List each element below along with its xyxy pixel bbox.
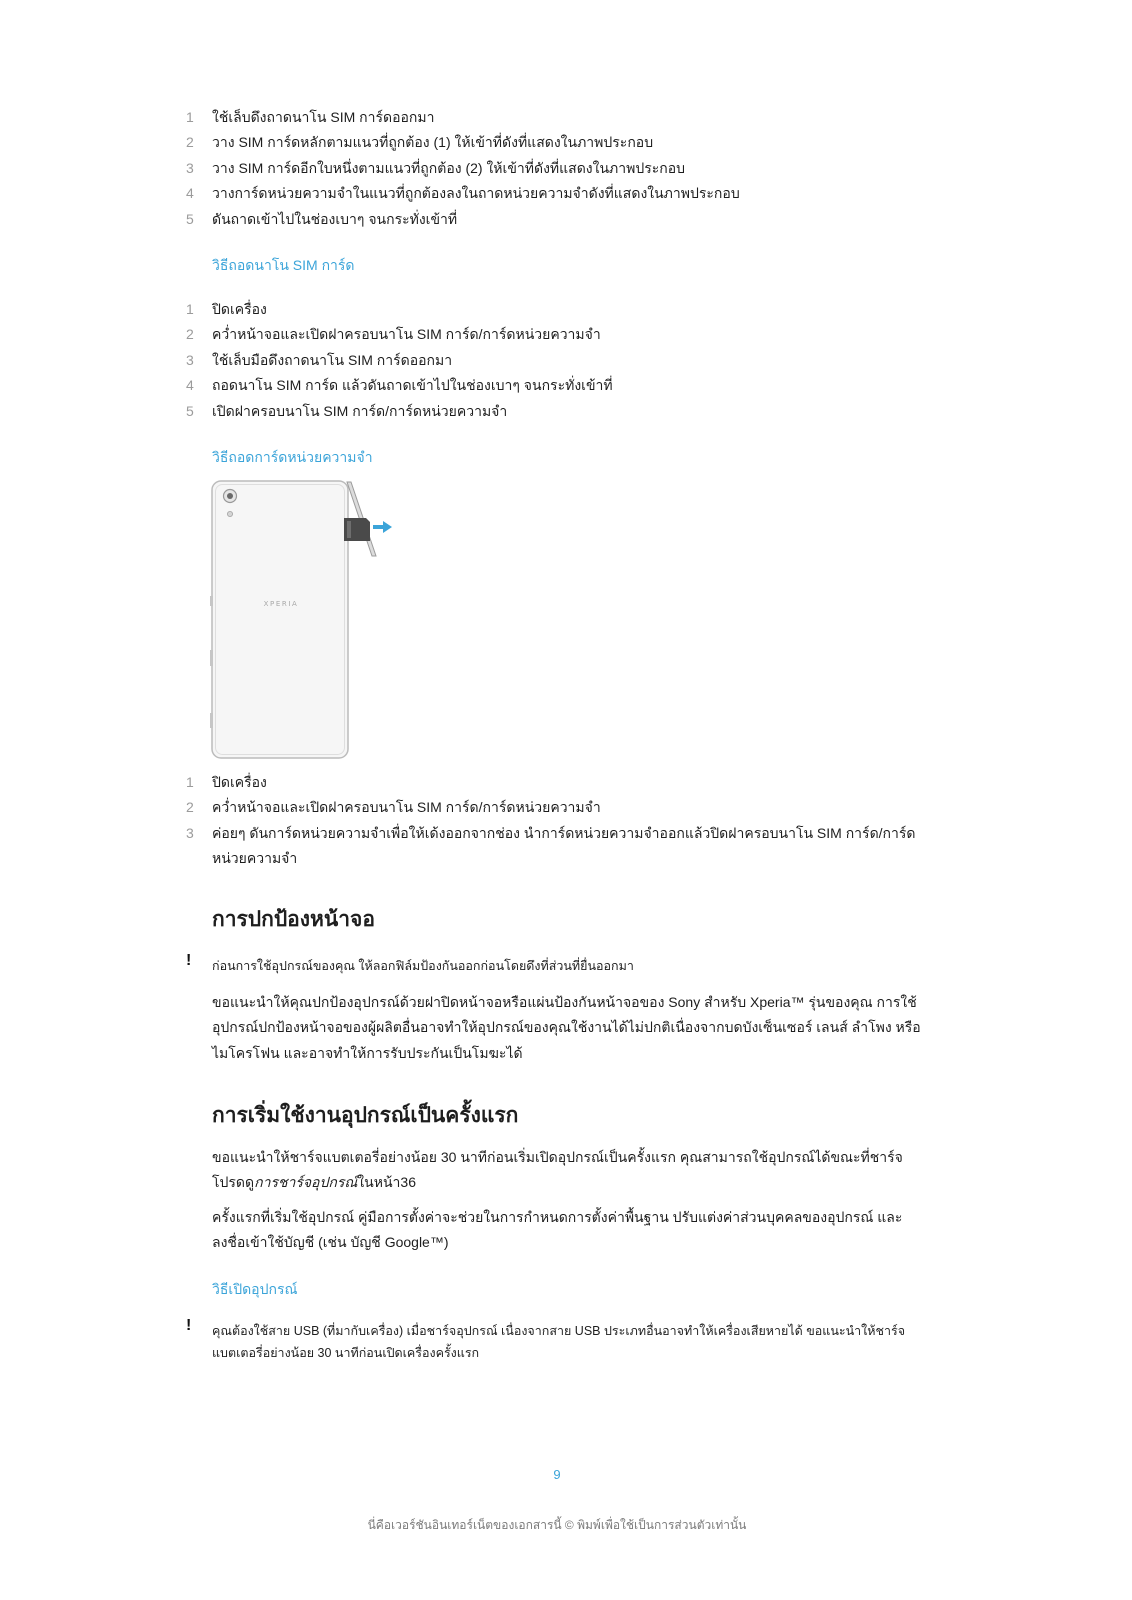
step-text: คว่ำหน้าจอและเปิดฝาครอบนาโน SIM การ์ด/การ์ดหน่วยความจำ xyxy=(212,799,601,816)
step-text: วางการ์ดหน่วยความจำในแนวที่ถูกต้องลงในถาดหน่วยความจำดังที่แสดงในภาพประกอบ xyxy=(212,185,740,202)
exclamation-icon xyxy=(184,953,212,969)
phone-body xyxy=(212,481,348,758)
step-text: ปิดเครื่อง xyxy=(212,774,267,790)
step-item xyxy=(184,795,928,820)
step-text: ถอดนาโน SIM การ์ด แล้วดันถาดเข้าไปในช่องเบาๆ จนกระทั่งเข้าที่ xyxy=(212,377,613,394)
phone-brand-label: XPERIA xyxy=(263,600,299,608)
step-item xyxy=(184,207,928,232)
paragraph-text: ขอแนะนำให้ชาร์จแบตเตอรี่อย่างน้อย 30 นาทีก่อนเริ่มเปิดอุปกรณ์เป็นครั้งแรก คุณสามารถใช้อุปกรณ์ได้ขณะที่ชาร์จ โปรดดู xyxy=(212,1149,903,1191)
page-number: 9 xyxy=(553,1467,561,1482)
side-button xyxy=(210,650,213,666)
section-title-screen-protection: การปกป้องหน้าจอ xyxy=(212,908,375,931)
step-text: ปิดเครื่อง xyxy=(212,301,267,317)
page-footer: นี่คือเวอร์ชันอินเทอร์เน็ตของเอกสารนี้ © พิมพ์เพื่อใช้เป็นการส่วนตัวเท่านั้น xyxy=(367,1518,747,1532)
step-item xyxy=(184,105,928,130)
camera-lens-center xyxy=(227,493,233,499)
step-item xyxy=(184,399,928,424)
memory-card xyxy=(344,518,370,541)
procedure-heading-remove-memory-card: วิธีถอดการ์ดหน่วยความจำ xyxy=(212,449,373,465)
step-item xyxy=(184,297,928,322)
step-item xyxy=(184,348,928,373)
step-text: ใช้เล็บดึงถาดนาโน SIM การ์ดออกมา xyxy=(212,109,435,125)
side-button xyxy=(210,596,213,606)
step-item xyxy=(184,821,928,872)
step-text: คว่ำหน้าจอและเปิดฝาครอบนาโน SIM การ์ด/การ์ดหน่วยความจำ xyxy=(212,326,601,343)
procedure-heading-turn-on-device: วิธีเปิดอุปกรณ์ xyxy=(212,1281,298,1297)
step-number: 1 xyxy=(186,301,194,317)
step-number: 1 xyxy=(186,109,194,125)
step-number: 2 xyxy=(186,326,194,343)
paragraph-text: ในหน้า36 xyxy=(357,1174,416,1191)
phone-back xyxy=(210,481,348,758)
paragraph-screen-protection: ขอแนะนำให้คุณปกป้องอุปกรณ์ด้วยฝาปิดหน้าจอหรือแผ่นป้องกันหน้าจอของ Sony สำหรับ Xperia™ รุ่นของคุณ การใช้อุปกรณ์ปกป้องหน้าจอของผู้ผลิตอื่นอาจทำให้อุปกรณ์ของคุณใช้งานได้ไม่ปกติเนื่องจากบดบังเซ็นเซอร์ เลนส์ ลำโพง หรือไมโครโฟน และอาจทำให้การรับประกันเป็นโมฆะได้ xyxy=(212,994,921,1061)
step-number: 2 xyxy=(186,134,194,151)
step-item xyxy=(184,156,928,181)
note xyxy=(184,955,928,977)
step-text: วาง SIM การ์ดอีกใบหนึ่งตามแนวที่ถูกต้อง (2) ให้เข้าที่ดังที่แสดงในภาพประกอบ xyxy=(212,159,686,176)
step-item xyxy=(184,322,928,347)
eject-arrow-head xyxy=(383,521,392,533)
memory-card-removal-illustration xyxy=(206,476,406,766)
eject-arrow-icon xyxy=(373,521,392,533)
step-text: ดันถาดเข้าไปในช่องเบาๆ จนกระทั่งเข้าที่ xyxy=(212,210,458,227)
step-text: วาง SIM การ์ดหลักตามแนวที่ถูกต้อง (1) ให้เข้าที่ดังที่แสดงในภาพประกอบ xyxy=(212,134,654,151)
procedure-heading-remove-nano-sim: วิธีถอดนาโน SIM การ์ด xyxy=(212,257,355,273)
remove-nano-sim-steps xyxy=(184,297,928,424)
remove-memory-card-steps xyxy=(184,770,928,872)
step-item xyxy=(184,181,928,206)
note xyxy=(184,1320,928,1364)
section-title-first-start: การเริ่มใช้งานอุปกรณ์เป็นครั้งแรก xyxy=(212,1104,519,1127)
step-number: 4 xyxy=(186,185,194,202)
step-number: 2 xyxy=(186,799,194,816)
step-text: เปิดฝาครอบนาโน SIM การ์ด/การ์ดหน่วยความจำ xyxy=(212,402,508,419)
step-number: 4 xyxy=(186,377,194,394)
step-text: ใช้เล็บมือดึงถาดนาโน SIM การ์ดออกมา xyxy=(212,351,453,368)
step-number: 1 xyxy=(186,774,194,790)
flash-icon xyxy=(227,511,232,516)
step-item xyxy=(184,373,928,398)
step-number: 5 xyxy=(186,210,194,227)
paragraph-setup-guide: ครั้งแรกที่เริ่มใช้อุปกรณ์ คู่มือการตั้งค่าจะช่วยในการกำหนดการตั้งค่าพื้นฐาน ปรับแต่งค่าส่วนบุคคลของอุปกรณ์ และ ลงชื่อเข้าใช้บัญชี (เช่น บัญชี Google™) xyxy=(212,1209,903,1251)
step-number: 5 xyxy=(186,402,194,419)
paragraph-charge-before-first-use xyxy=(212,1145,928,1196)
note-text: ก่อนการใช้อุปกรณ์ของคุณ ให้ลอกฟิล์มป้องกันออกก่อนโดยดึงที่ส่วนที่ยื่นออกมา xyxy=(212,959,634,973)
step-item xyxy=(184,770,928,795)
memory-card-contacts xyxy=(347,521,351,538)
exclamation-icon xyxy=(184,1318,212,1334)
side-button xyxy=(210,713,213,728)
cross-reference-link[interactable]: การชาร์จอุปกรณ์ xyxy=(254,1174,358,1191)
insert-card-steps xyxy=(184,105,928,232)
step-item xyxy=(184,130,928,155)
note-text: คุณต้องใช้สาย USB (ที่มากับเครื่อง) เมื่อชาร์จอุปกรณ์ เนื่องจากสาย USB ประเภทอื่นอาจทำให้เครื่องเสียหายได้ ขอแนะนำให้ชาร์จแบตเตอรี่อย่างน้อย 30 นาทีก่อนเปิดเครื่องครั้งแรก xyxy=(212,1324,906,1360)
step-number: 3 xyxy=(186,351,194,368)
step-number: 3 xyxy=(186,159,194,176)
step-number: 3 xyxy=(186,824,194,841)
step-text: ค่อยๆ ดันการ์ดหน่วยความจำเพื่อให้เด้งออกจากช่อง นำการ์ดหน่วยความจำออกแล้วปิดฝาครอบนาโน SIM การ์ด/การ์ดหน่วยความจำ xyxy=(212,824,916,867)
eject-arrow-shaft xyxy=(373,525,383,529)
